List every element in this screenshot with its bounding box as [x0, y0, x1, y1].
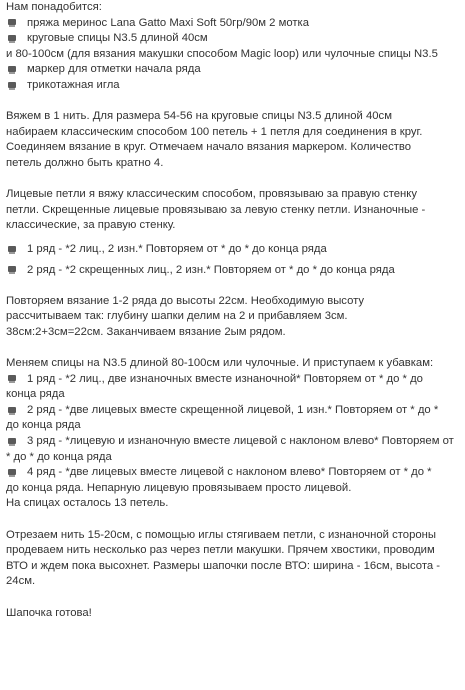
row-instruction: 1 ряд - *2 лиц., 2 изн.* Повторяем от * до * до конца ряда — [27, 242, 327, 255]
spacer — [6, 590, 459, 606]
bullet-icon — [8, 438, 16, 446]
bullet-icon — [8, 407, 16, 415]
paragraph-line: ВТО и ждем пока высохнет. Размеры шапочки после ВТО: ширина - 16см, высота - — [6, 559, 441, 572]
paragraph-line: продеваем нить несколько раз через петли макушки. Прячем хвостики, проводим — [6, 544, 435, 557]
paragraph-line: петель должно быть кратно 4. — [6, 156, 164, 169]
list-item — [6, 403, 459, 419]
material-circular-needles: круговые спицы N3.5 длиной 40см — [27, 32, 208, 45]
paragraph-line: Отрезаем нить 15-20см, с помощью иглы стягиваем петли, с изнаночной стороны — [6, 528, 436, 541]
material-marker: маркер для отметки начала ряда — [27, 63, 201, 76]
material-needles-continuation: и 80-100см (для вязания макушки способом Magic loop) или чулочные спицы N3.5 — [6, 47, 438, 60]
row-instruction: 4 ряд - *две лицевых вместе лицевой с наклоном влево* Повторяем от * до * — [27, 466, 432, 479]
closing-line: Шапочка готова! — [6, 606, 92, 619]
bullet-icon — [8, 35, 16, 43]
paragraph-line: петли. Скрещенные лицевые провязываю за левую стенку петли. Изнаночные - — [6, 203, 426, 216]
spacer — [6, 340, 459, 356]
material-needle: трикотажная игла — [27, 78, 120, 91]
list-item — [6, 465, 459, 481]
spacer — [6, 94, 459, 110]
stitch-technique-paragraph — [6, 187, 459, 234]
bullet-icon — [8, 469, 16, 477]
paragraph-line: Лицевые петли я вяжу классическим способом, провязываю за правую стенку — [6, 188, 418, 201]
row-instruction: 2 ряд - *две лицевых вместе скрещенной лицевой, 1 изн.* Повторяем от * до * — [27, 403, 439, 416]
row-instruction-continuation: конца ряда — [6, 388, 65, 401]
spacer — [6, 172, 459, 188]
paragraph-line: Меняем спицы на N3.5 длиной 80-100см или чулочные. И приступаем к убавкам: — [6, 357, 434, 370]
list-item — [6, 263, 459, 279]
paragraph-line: На спицах осталось 13 петель. — [6, 497, 169, 510]
bullet-icon — [8, 66, 16, 74]
paragraph-line: 38см:2+3см=22см. Заканчиваем вязание 2ым рядом. — [6, 325, 286, 338]
paragraph-line: рассчитываем так: глубину шапки делим на 2 и прибавляем 3см. — [6, 310, 348, 323]
list-item — [6, 62, 459, 78]
list-item — [6, 78, 459, 94]
spacer — [6, 278, 459, 294]
bullet-icon — [8, 19, 16, 27]
list-item — [6, 16, 459, 32]
row-instruction: 2 ряд - *2 скрещенных лиц., 2 изн.* Повторяем от * до * до конца ряда — [27, 263, 395, 276]
row-instruction: 3 ряд - *лицевую и изнаночную вместе лицевой с наклоном влево* Повторяем от — [27, 435, 454, 448]
material-yarn: пряжа меринос Lana Gatto Maxi Soft 50гр/90м 2 мотка — [27, 16, 310, 29]
cast-on-paragraph — [6, 109, 459, 171]
row-instruction-continuation: до конца ряда. Непарную лицевую провязываем просто лицевой. — [6, 481, 352, 494]
row-instruction-continuation: до конца ряда — [6, 419, 81, 432]
bullet-icon — [8, 266, 16, 274]
paragraph-line: Вяжем в 1 нить. Для размера 54-56 на круговые спицы N3.5 длиной 40см — [6, 110, 392, 123]
list-item — [6, 242, 459, 258]
paragraph-line: Повторяем вязание 1-2 ряда до высоты 22см. Необходимую высоту — [6, 294, 365, 307]
finishing-paragraph — [6, 528, 459, 590]
spacer — [6, 512, 459, 528]
bullet-icon — [8, 246, 16, 254]
decreases-section — [6, 356, 459, 512]
bullet-icon — [8, 375, 16, 383]
list-item — [6, 31, 459, 47]
row-instruction: 1 ряд - *2 лиц., две изнаночных вместе изнаночной* Повторяем от * до * до — [27, 372, 423, 385]
height-paragraph — [6, 294, 459, 341]
paragraph-line: набираем классическим способом 100 петель + 1 петля для соединения в круг. — [6, 125, 423, 138]
materials-heading: Нам понадобится: — [6, 1, 102, 13]
spacer — [6, 234, 459, 242]
list-item — [6, 372, 459, 388]
paragraph-line: 24см. — [6, 575, 36, 588]
list-item — [6, 434, 459, 450]
row-instruction-continuation: * до * до конца ряда — [6, 450, 112, 463]
bullet-icon — [8, 82, 16, 90]
paragraph-line: Соединяем вязание в круг. Отмечаем начало вязания маркером. Количество — [6, 141, 412, 154]
paragraph-line: классические, за правую стенку. — [6, 219, 176, 232]
